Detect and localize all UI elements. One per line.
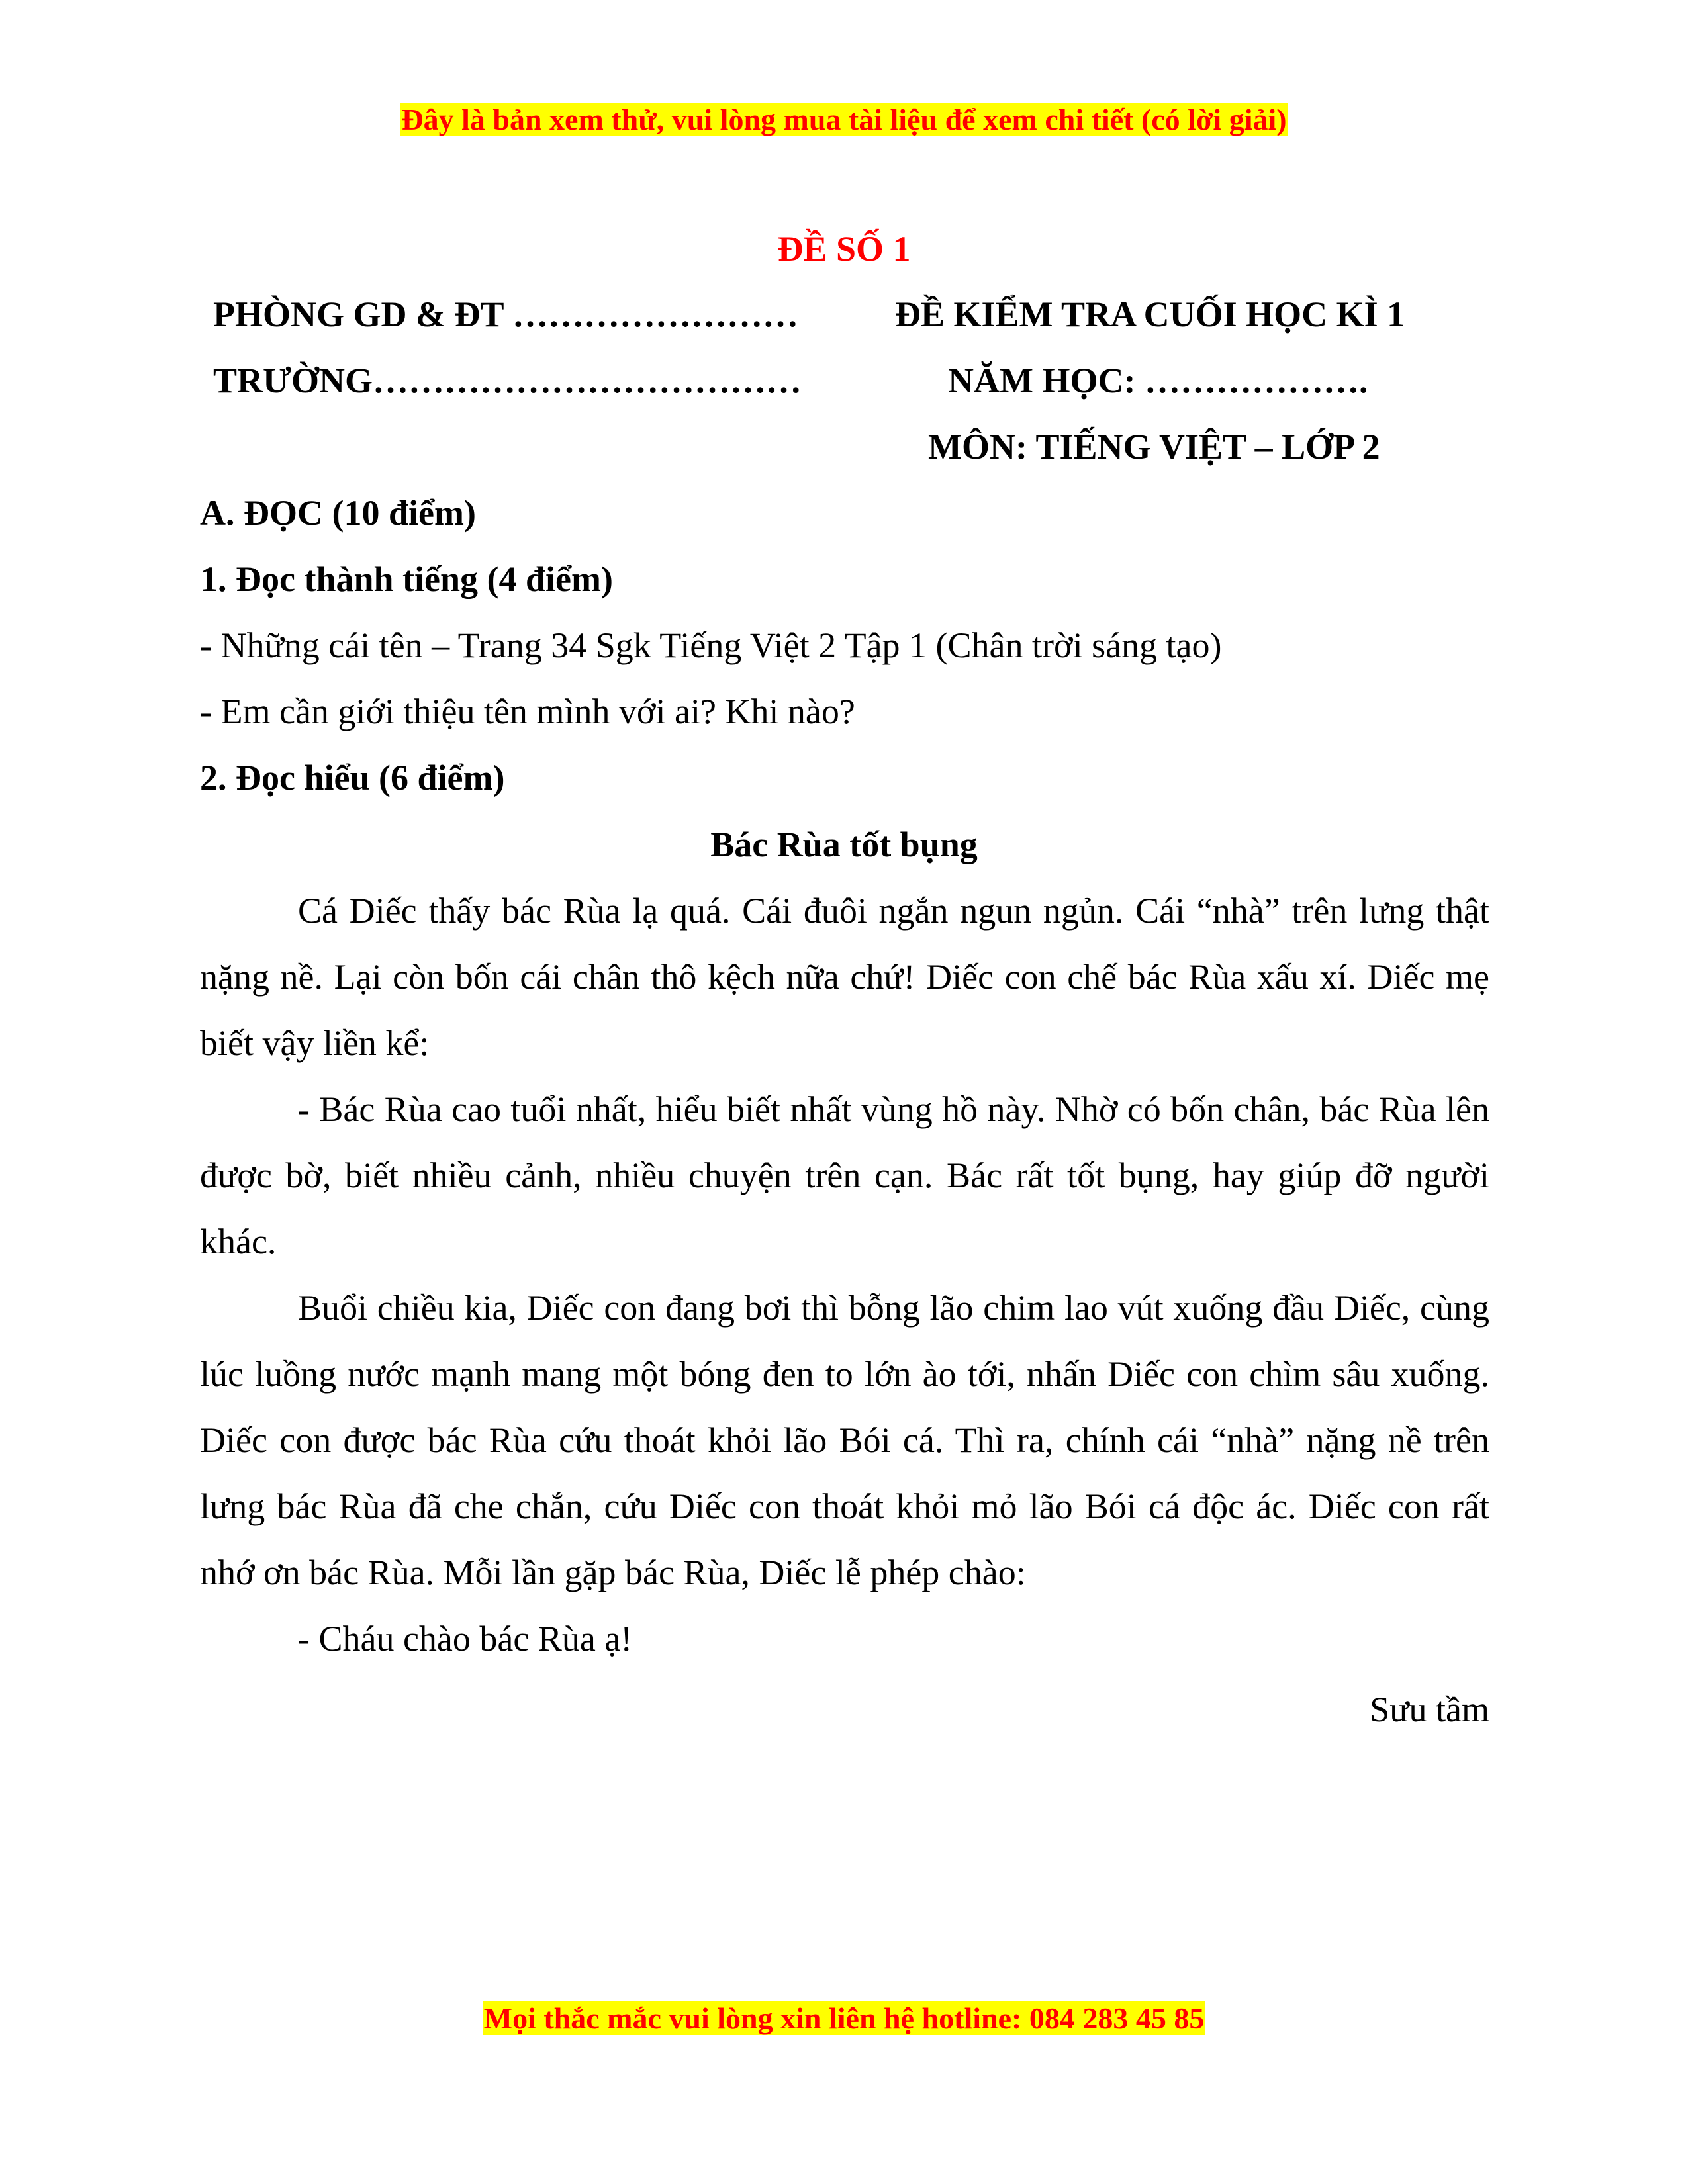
story-paragraph-2: - Bác Rùa cao tuổi nhất, hiểu biết nhất vùng hồ này. Nhờ có bốn chân, bác Rùa lên được bờ, biết nhiều cảnh, nhiều chuyện trên cạn. Bác rất tốt bụng, hay giúp đỡ người khác. [200,1089,1489,1261]
preview-notice-text: Đây là bản xem thử, vui lòng mua tài liệu để xem chi tiết (có lời giải) [401,103,1287,136]
preview-notice [0,101,1688,138]
section-a-heading: A. ĐỌC (10 điểm) [200,493,476,533]
subject-label: MÔN: TIẾNG VIỆT – LỚP 2 [928,427,1380,467]
story-paragraph-3: Buổi chiều kia, Diếc con đang bơi thì bỗng lão chim lao vút xuống đầu Diếc, cùng lúc luồng nước mạnh mang một bóng đen to lớn ào tới, nhấn Diếc con chìm sâu xuống. Diếc con được bác Rùa cứu thoát khỏi lão Bói cá. Thì ra, chính cái “nhà” nặng nề trên lưng bác Rùa đã che chắn, cứu Diếc con thoát khỏi mỏ lão Bói cá độc ác. Diếc con rất nhớ ơn bác Rùa. Mỗi lần gặp bác Rùa, Diếc lễ phép chào: [200,1288,1489,1592]
part1-heading: 1. Đọc thành tiếng (4 điểm) [200,559,613,599]
school-year: NĂM HỌC: ………………. [948,361,1368,400]
story-paragraph-1: Cá Diếc thấy bác Rùa lạ quá. Cái đuôi ngắn ngun ngủn. Cái “nhà” trên lưng thật nặng nề. Lại còn bốn cái chân thô kệch nữa chứ! Diếc con chế bác Rùa xấu xí. Diếc mẹ biết vậy liền kể: [200,891,1489,1063]
exam-title: ĐỀ KIỂM TRA CUỐI HỌC KÌ 1 [895,295,1405,334]
story-source: Sưu tầm [1370,1690,1489,1729]
school-label: TRƯỜNG……………………………… [213,361,802,400]
story-title: Bác Rùa tốt bụng [710,825,978,864]
part2-heading: 2. Đọc hiểu (6 điểm) [200,758,505,797]
department-label: PHÒNG GD & ĐT …………………… [213,295,799,334]
exam-number: ĐỀ SỐ 1 [777,229,911,269]
hotline-notice-text: Mọi thắc mắc vui lòng xin liên hệ hotline: 084 283 45 85 [483,2001,1205,2035]
hotline-notice [0,2000,1688,2037]
part1-line-1: - Những cái tên – Trang 34 Sgk Tiếng Việt 2 Tập 1 (Chân trời sáng tạo) [200,625,1222,665]
part1-line-2: - Em cần giới thiệu tên mình với ai? Khi nào? [200,692,855,731]
story-paragraph-4: - Cháu chào bác Rùa ạ! [298,1619,633,1659]
